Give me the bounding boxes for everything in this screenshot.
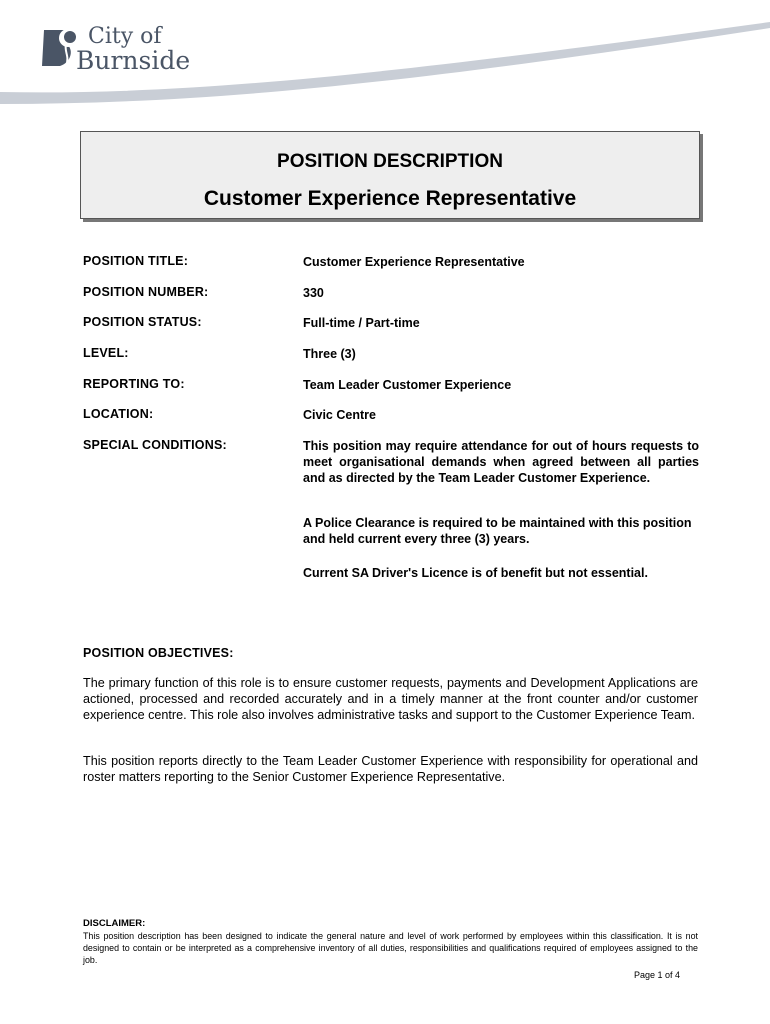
position-title-value: Customer Experience Representative bbox=[303, 255, 525, 269]
objectives-heading: POSITION OBJECTIVES: bbox=[83, 646, 234, 660]
objectives-paragraph: The primary function of this role is to ensure customer requests, payments and Development Applications are actioned, processed and recorded accurately and in a timely manner at the front counter and/or customer experience centre. This role also involves administrative tasks and support to the Customer Experience Team. bbox=[83, 676, 698, 722]
reporting-to-label: REPORTING TO: bbox=[83, 377, 185, 391]
position-title-label: POSITION TITLE: bbox=[83, 254, 189, 268]
disclaimer-text: This position description has been designed to indicate the general nature and level of work performed by employees within this classification. It is not designed to contain or be interpreted as a comprehensive inventory of all duties, responsibilities and qualifications required of employees assigned to the job. bbox=[83, 931, 698, 965]
disclaimer-heading: DISCLAIMER: bbox=[83, 918, 146, 929]
position-subtitle: Customer Experience Representative bbox=[203, 187, 577, 210]
special-conditions-paragraph: A Police Clearance is required to be maintained with this position and held current every three (3) years. bbox=[303, 516, 692, 546]
special-conditions-label: SPECIAL CONDITIONS: bbox=[83, 438, 227, 452]
level-label: LEVEL: bbox=[83, 346, 129, 360]
document-title: POSITION DESCRIPTION bbox=[277, 151, 503, 172]
special-conditions-paragraph: This position may require attendance for out of hours requests to meet organisational demands when agreed between all parties and as directed by the Team Leader Customer Experience. bbox=[303, 439, 699, 485]
position-status-value: Full-time / Part-time bbox=[303, 316, 420, 330]
objectives-paragraph: This position reports directly to the Team Leader Customer Experience with responsibility for operational and roster matters reporting to the Senior Customer Experience Representative. bbox=[83, 754, 698, 784]
logo-text-line2: Burnside bbox=[76, 46, 191, 75]
reporting-to-value: Team Leader Customer Experience bbox=[303, 378, 512, 392]
special-conditions-paragraph: Current SA Driver's Licence is of benefit but not essential. bbox=[303, 566, 648, 580]
title-box bbox=[80, 131, 700, 219]
city-of-burnside-logo bbox=[36, 22, 206, 80]
page-number: Page 1 of 4 bbox=[633, 970, 680, 980]
logo-text-line1: City of bbox=[88, 24, 162, 49]
position-status-label: POSITION STATUS: bbox=[83, 315, 202, 329]
level-value: Three (3) bbox=[303, 347, 356, 361]
location-value: Civic Centre bbox=[303, 408, 376, 422]
location-label: LOCATION: bbox=[83, 407, 154, 421]
position-number-label: POSITION NUMBER: bbox=[83, 285, 209, 299]
position-number-value: 330 bbox=[303, 286, 324, 300]
